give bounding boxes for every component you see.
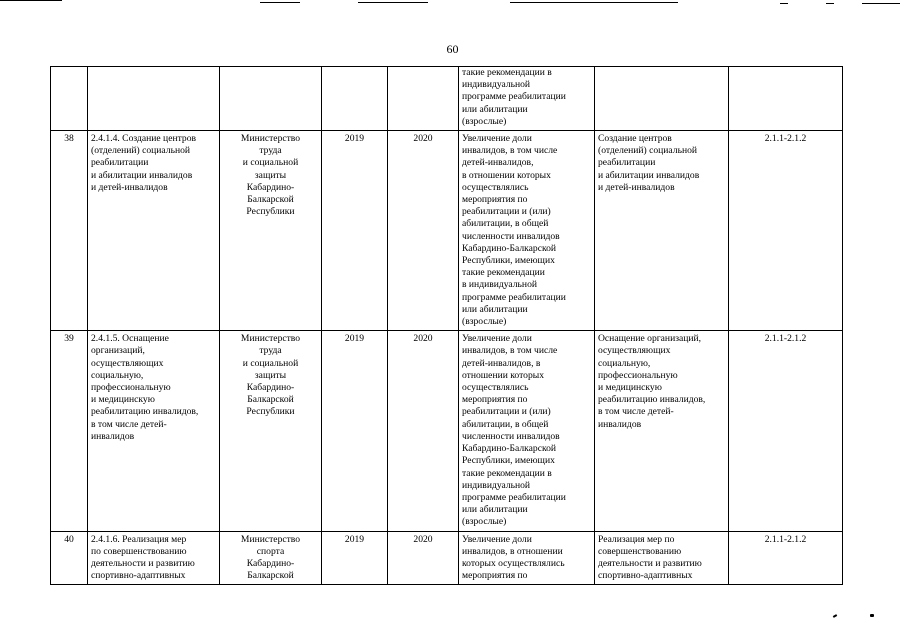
table-row <box>51 331 843 531</box>
scan-artifact-line <box>862 3 900 4</box>
measure-name-cell <box>88 67 220 131</box>
measure-name-cell: 2.4.1.5. Оснащение организаций, осуществляющих социальную, профессиональную и медицинскую реабилитацию инвалидов, в том числе детей- инвалидов <box>88 331 220 531</box>
start-year-cell: 2019 <box>322 531 388 585</box>
row-number-cell <box>51 67 88 131</box>
scan-artifact-line <box>780 3 788 4</box>
row-number-cell: 40 <box>51 531 88 585</box>
scan-artifact-line <box>510 2 678 3</box>
scan-speck <box>833 614 837 618</box>
result-cell: Создание центров (отделений) социальной реабилитации и абилитации инвалидов и детей-инвалидов <box>595 131 729 331</box>
scan-artifact-line <box>358 2 428 3</box>
row-number-cell: 39 <box>51 331 88 531</box>
scan-artifact-line <box>826 3 834 4</box>
executor-cell <box>220 67 322 131</box>
executor-cell: Министерство спорта Кабардино- Балкарской <box>220 531 322 585</box>
end-year-cell: 2020 <box>388 531 459 585</box>
link-cell: 2.1.1-2.1.2 <box>729 531 843 585</box>
link-cell <box>729 67 843 131</box>
scan-artifact-line <box>0 0 62 1</box>
scan-speck <box>870 614 874 617</box>
measures-table <box>50 66 843 585</box>
link-cell: 2.1.1-2.1.2 <box>729 131 843 331</box>
measure-name-cell: 2.4.1.4. Создание центров (отделений) социальной реабилитации и абилитации инвалидов и детей-инвалидов <box>88 131 220 331</box>
start-year-cell: 2019 <box>322 131 388 331</box>
indicator-cell: такие рекомендации в индивидуальной программе реабилитации или абилитации (взрослые) <box>459 67 595 131</box>
measure-name-cell: 2.4.1.6. Реализация мер по совершенствованию деятельности и развитию спортивно-адаптивных <box>88 531 220 585</box>
scan-artifact-line <box>260 2 300 3</box>
executor-cell: Министерство труда и социальной защиты Кабардино- Балкарской Республики <box>220 331 322 531</box>
table-row <box>51 67 843 131</box>
result-cell <box>595 67 729 131</box>
result-cell: Реализация мер по совершенствованию деятельности и развитию спортивно-адаптивных <box>595 531 729 585</box>
start-year-cell <box>322 67 388 131</box>
result-cell: Оснащение организаций, осуществляющих социальную, профессиональную и медицинскую реабилитацию инвалидов, в том числе детей- инвалидов <box>595 331 729 531</box>
executor-cell: Министерство труда и социальной защиты Кабардино- Балкарской Республики <box>220 131 322 331</box>
page-number: 60 <box>446 42 459 56</box>
table-row <box>51 131 843 331</box>
end-year-cell <box>388 67 459 131</box>
end-year-cell: 2020 <box>388 331 459 531</box>
link-cell: 2.1.1-2.1.2 <box>729 331 843 531</box>
indicator-cell: Увеличение доли инвалидов, в отношении которых осуществлялись мероприятия по <box>459 531 595 585</box>
row-number-cell: 38 <box>51 131 88 331</box>
indicator-cell: Увеличение доли инвалидов, в том числе детей-инвалидов, в отношении которых осуществлялись мероприятия по реабилитации и (или) абилитации, в общей численности инвалидов Кабардино-Балкарской Республики, имеющих такие рекомендации в индивидуальной программе реабилитации или абилитации (взрослые) <box>459 131 595 331</box>
table-row <box>51 531 843 585</box>
indicator-cell: Увеличение доли инвалидов, в том числе детей-инвалидов, в отношении которых осуществлялись мероприятия по реабилитации и (или) абилитации, в общей численности инвалидов Кабардино-Балкарской Республики, имеющих такие рекомендации в индивидуальной программе реабилитации или абилитации (взрослые) <box>459 331 595 531</box>
start-year-cell: 2019 <box>322 331 388 531</box>
end-year-cell: 2020 <box>388 131 459 331</box>
